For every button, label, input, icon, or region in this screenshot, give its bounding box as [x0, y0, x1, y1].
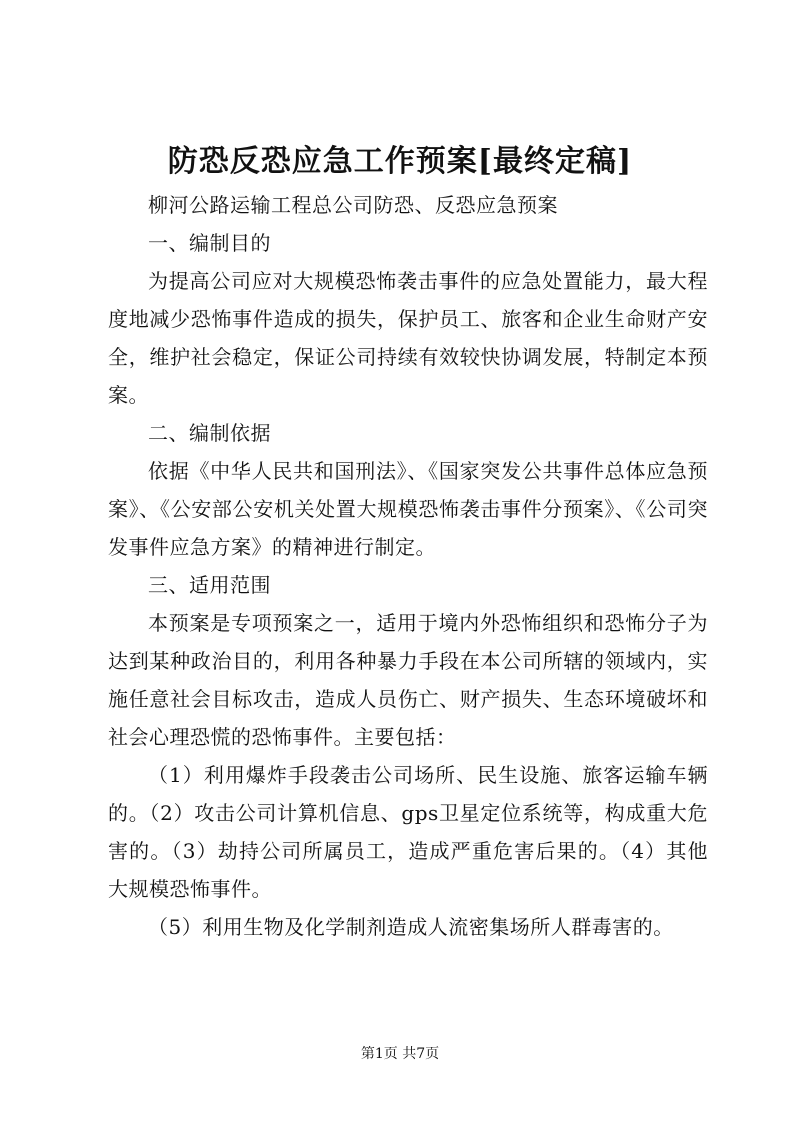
paragraph-scope-items: （1）利用爆炸手段袭击公司场所、民生设施、旅客运输车辆的。（2）攻击公司计算机信息、gps卫星定位系统等，构成重大危害的。（3）劫持公司所属员工，造成严重危害后果的。（4）其他大规模恐怖事件。: [108, 763, 708, 901]
section-heading-basis: 二、编制依据: [148, 421, 271, 445]
document-title: 防恐反恐应急工作预案[最终定稿]: [167, 144, 633, 179]
paragraph-purpose: 为提高公司应对大规模恐怖袭击事件的应急处置能力，最大程度地减少恐怖事件造成的损失，保护员工、旅客和企业生命财产安全，维护社会稳定，保证公司持续有效较快协调发展，特制定本预案。: [108, 269, 708, 407]
section-heading-purpose: 一、编制目的: [148, 231, 271, 255]
page-number-footer: 第1页 共7页: [360, 1046, 440, 1062]
section-heading-scope: 三、适用范围: [148, 573, 271, 597]
paragraph-basis: 依据《中华人民共和国刑法》、《国家突发公共事件总体应急预案》、《公安部公安机关处置大规模恐怖袭击事件分预案》、《公司突发事件应急方案》的精神进行制定。: [108, 459, 708, 559]
paragraph-scope-item-5: （5）利用生物及化学制剂造成人流密集场所人群毒害的。: [148, 915, 674, 939]
paragraph-scope: 本预案是专项预案之一，适用于境内外恐怖组织和恐怖分子为达到某种政治目的，利用各种暴力手段在本公司所辖的领域内，实施任意社会目标攻击，造成人员伤亡、财产损失、生态环境破坏和社会心理恐慌的恐怖事件。主要包括：: [108, 611, 708, 749]
document-body: [108, 186, 708, 946]
document-subtitle: 柳河公路运输工程总公司防恐、反恐应急预案: [148, 193, 558, 217]
